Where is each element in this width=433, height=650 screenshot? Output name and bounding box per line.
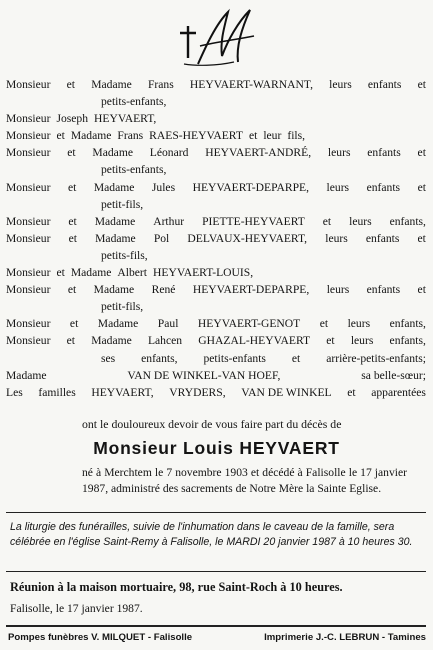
family-word: Monsieur <box>6 266 51 280</box>
family-word: PIETTE-HEYVAERT <box>202 214 305 228</box>
family-word: enfants <box>367 78 402 91</box>
liturgy-text: La liturgie des funérailles, suivie de l'inhumation dans le caveau de la famille, sera célébrée en l'église Saint-Remy à Falisolle, le MARDI 20 janvier 1987 à 10 heures 30. <box>10 521 413 548</box>
family-line <box>6 384 426 401</box>
family-word: et <box>417 78 426 91</box>
family-word: et <box>417 283 426 297</box>
funeral-home-label: Pompes funèbres V. MILQUET - Falisolle <box>8 632 193 643</box>
family-word: HEYVAERT-DEPARPE, <box>192 283 310 297</box>
family-word: enfants, <box>141 351 178 365</box>
family-line <box>6 179 426 196</box>
family-word: leurs <box>349 214 372 228</box>
family-word: Madame <box>93 283 135 297</box>
family-line-continuation: petits-fils, <box>101 248 148 262</box>
family-word: leurs <box>326 180 350 194</box>
family-word: RAES-HEYVAERT <box>149 129 243 143</box>
family-word: sa belle-sœur; <box>361 368 426 382</box>
family-word: et <box>291 351 301 365</box>
footer <box>8 632 426 643</box>
family-word: ses <box>101 351 116 365</box>
family-line <box>6 367 426 384</box>
family-word: Jules <box>151 180 176 194</box>
family-word: et <box>319 317 329 331</box>
family-word: et <box>67 180 77 194</box>
family-word: Madame <box>97 317 139 331</box>
family-word: leur <box>263 129 282 143</box>
family-word: Joseph <box>56 112 89 126</box>
family-word: et <box>417 146 426 160</box>
family-line <box>6 76 426 93</box>
divider <box>6 571 426 572</box>
family-word: Madame <box>95 231 136 245</box>
family-line-continuation: petit-fils, <box>101 197 144 211</box>
family-word: et <box>322 214 332 228</box>
family-word: René <box>151 283 176 297</box>
family-word: HEYVAERT-ANDRÉ, <box>205 146 312 160</box>
family-word: et <box>69 317 79 331</box>
family-word: et <box>67 283 77 297</box>
family-word: Madame <box>93 180 135 194</box>
family-word: leurs <box>326 283 350 297</box>
family-word: Madame <box>70 266 112 280</box>
family-word: Albert <box>117 266 148 280</box>
family-word: enfants <box>367 146 401 160</box>
family-list <box>6 76 426 401</box>
family-word: Arthur <box>153 214 185 228</box>
family-word: et <box>66 334 76 348</box>
family-word: HEYVAERT-WARNANT, <box>189 78 313 91</box>
family-word: HEYVAERT, <box>94 112 157 126</box>
family-word: Madame <box>92 146 133 160</box>
family-word: Madame <box>94 214 136 228</box>
family-word: HEYVAERT, <box>91 385 154 399</box>
family-line <box>6 264 426 281</box>
family-word: Pol <box>153 231 170 245</box>
intro-text: ont le douloureux devoir de vous faire part du décès de <box>82 417 342 431</box>
family-word: Frans <box>117 129 144 143</box>
family-word: fils, <box>287 129 306 143</box>
family-word: et <box>417 231 426 245</box>
family-line <box>6 332 426 349</box>
family-word: Monsieur <box>6 334 51 348</box>
divider <box>6 512 426 513</box>
family-word: petits-enfants <box>203 351 266 365</box>
family-word: et <box>347 385 356 399</box>
family-word: Léonard <box>149 146 189 160</box>
family-word: leurs <box>327 146 351 160</box>
family-word: HEYVAERT-DEPARPE, <box>192 180 310 194</box>
family-word: Madame <box>91 334 132 348</box>
family-word: Monsieur <box>6 112 51 126</box>
family-line <box>6 281 426 298</box>
family-word: Monsieur <box>6 214 51 228</box>
family-word: enfants <box>365 231 400 245</box>
family-word: et <box>56 129 65 143</box>
family-word: Lahcen <box>147 334 183 348</box>
family-word: Monsieur <box>6 317 51 331</box>
family-word: Monsieur <box>6 146 51 160</box>
family-word: HEYVAERT-GENOT <box>197 317 301 331</box>
cross-monogram-icon <box>176 6 258 70</box>
family-word: enfants, <box>389 334 426 348</box>
family-word: et <box>248 129 258 143</box>
deceased-name: Monsieur Louis HEYVAERT <box>93 438 340 458</box>
family-word: arrière-petits-enfants; <box>326 351 426 365</box>
family-word: Madame <box>70 129 112 143</box>
family-word: enfants, <box>389 317 426 331</box>
family-word: familles <box>38 385 76 399</box>
family-word: leurs <box>325 231 348 245</box>
family-word: Monsieur <box>6 78 51 91</box>
printer-label: Imprimerie J.-C. LEBRUN - Tamines <box>264 632 426 643</box>
family-word: et <box>66 78 76 91</box>
family-word: Monsieur <box>6 180 51 194</box>
family-word: VAN DE WINKEL-VAN HOEF, <box>127 368 281 382</box>
reunion-text: Réunion à la maison mortuaire, 98, rue Saint-Roch à 10 heures. <box>10 580 343 594</box>
family-line <box>6 315 426 332</box>
family-word: leurs <box>347 317 371 331</box>
family-line-continuation: petits-enfants, <box>101 95 167 109</box>
family-word: et <box>68 214 77 228</box>
family-word: et <box>326 334 335 348</box>
family-word: et <box>67 146 76 160</box>
family-word: Les <box>6 385 23 399</box>
family-word: apparentées <box>371 385 426 399</box>
family-word: et <box>68 231 77 245</box>
family-word: DELVAUX-HEYVAERT, <box>187 231 308 245</box>
family-line <box>6 230 426 247</box>
family-word: et <box>56 266 65 280</box>
family-line <box>6 110 426 127</box>
family-line <box>6 213 426 230</box>
family-word: HEYVAERT-LOUIS, <box>153 266 254 280</box>
family-word: Madame <box>6 368 47 382</box>
family-word: VAN DE WINKEL <box>241 385 332 399</box>
family-word: enfants <box>366 180 401 194</box>
family-line-continuation: petits-enfants, <box>101 163 167 177</box>
divider <box>6 625 426 627</box>
family-word: Madame <box>91 78 132 91</box>
family-word: VRYDERS, <box>169 385 226 399</box>
family-word: enfants, <box>389 214 426 228</box>
family-word: Monsieur <box>6 231 51 245</box>
family-line <box>6 127 426 144</box>
family-word: Paul <box>157 317 179 331</box>
family-word: leurs <box>350 334 374 348</box>
family-word: leurs <box>329 78 352 91</box>
family-word: enfants <box>366 283 401 297</box>
family-word: Frans <box>147 78 174 91</box>
family-line <box>6 144 426 161</box>
family-line-continuation <box>6 350 426 367</box>
birth-death-text: né à Merchtem le 7 novembre 1903 et décédé à Falisolle le 17 janvier 1987, administré des sacrements de Notre Mère la Sainte Eglise. <box>82 466 407 495</box>
place-date: Falisolle, le 17 janvier 1987. <box>10 602 143 615</box>
family-word: Monsieur <box>6 283 51 297</box>
family-line-continuation: petit-fils, <box>101 300 144 314</box>
family-word: et <box>417 180 426 194</box>
family-word: GHAZAL-HEYVAERT <box>198 334 311 348</box>
family-word: Monsieur <box>6 129 51 143</box>
